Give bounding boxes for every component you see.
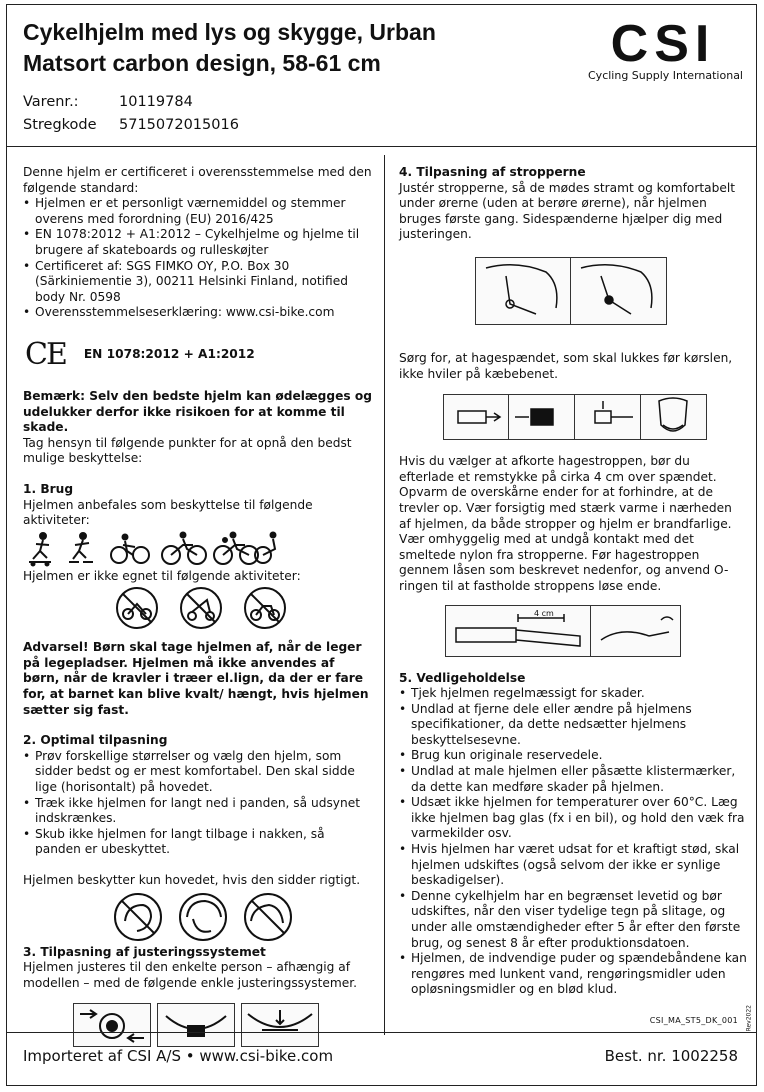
- maintenance-item: • Tjek hjelmen regelmæssigt for skader.: [399, 686, 747, 702]
- product-title: [23, 17, 543, 79]
- no-motorcycle-icon: [245, 588, 285, 628]
- stregkode-label: Stregkode: [23, 117, 97, 133]
- document-header: [7, 5, 756, 147]
- strap-cut-figure: [445, 605, 591, 657]
- section-1-text: Hjelmen anbefales som beskyttelse til følgende aktiviteter:: [23, 497, 313, 528]
- fit-item: • Skub ikke hjelmen for langt tilbage i nakken, så panden er ubeskyttet.: [23, 827, 373, 858]
- ce-standard: EN 1078:2012 + A1:2012: [83, 347, 255, 362]
- maintenance-item: • Udsæt ikke hjelmen for temperaturer over 60°C. Læg ikke hjelmen bag glas (fx i en bil), og hold den væk fra varmekilder osv.: [399, 795, 747, 842]
- importer-text: Importeret af CSI A/S • www.csi-bike.com: [23, 1047, 334, 1065]
- section-5-title: 5. Vedligeholdelse: [399, 670, 526, 685]
- maintenance-item: • Hvis hjelmen har været udsat for et kraftigt stød, skal hjelmen udskiftes (også selvom der ikke er synlige beskadigelser).: [399, 842, 747, 889]
- title-line-1: Cykelhjelm med lys og skygge, Urban: [23, 19, 436, 45]
- strap-side-figure-1: [475, 257, 571, 325]
- child-bike-icon: [111, 534, 149, 563]
- column-divider: [384, 155, 385, 1035]
- revision-label: Rev2022: [745, 1005, 752, 1032]
- strap-heat-figure: [591, 605, 681, 657]
- document-sheet: [6, 4, 757, 1086]
- title-line-2: Matsort carbon design, 58-61 cm: [23, 50, 381, 76]
- document-footer: [7, 1032, 756, 1085]
- certification-item: • EN 1078:2012 + A1:2012 – Cykelhjelme og hjelme til brugere af skateboards og rulleskøjter: [23, 227, 373, 258]
- maintenance-list: [399, 686, 747, 998]
- maintenance-item: • Undlad at fjerne dele eller ændre på hjelmens specifikationer, da dette nedsætter hjelmens beskyttelsesevne.: [399, 702, 747, 749]
- warning-normal: Tag hensyn til følgende punkter for at opnå den bedst mulige beskyttelse:: [23, 435, 352, 466]
- fit-note: Hjelmen beskytter kun hovedet, hvis den sidder rigtigt.: [23, 873, 361, 887]
- stregkode-value: 5715072015016: [119, 117, 239, 133]
- section-3-title: 3. Tilpasning af justeringssystemet: [23, 944, 266, 959]
- fit-item: • Prøv forskellige størrelser og vælg den hjelm, som sidder bedst og er mest komfortabel. Den skal sidde lige (horisontalt) på hovedet.: [23, 749, 373, 796]
- document-code: CSI_MA_ST5_DK_001: [649, 1016, 738, 1025]
- left-column: [23, 165, 373, 1047]
- strap-adjust-figures: [399, 257, 747, 325]
- bicycle-child-seat-icon: [214, 532, 258, 564]
- certification-item: • Certificeret af: SGS FIMKO OY, P.O. Box 30 (Särkiniementie 3), 00211 Helsinki Finland, notified body Nr. 0598: [23, 259, 373, 306]
- section-4-text: Justér stropperne, så de mødes stramt og komfortabelt under ørerne (uden at berøre ørerne), når hjelmen bruges første gang. Sidespænderne hjælper dig med justeringen.: [399, 180, 736, 242]
- section-2-title: 2. Optimal tilpasning: [23, 733, 168, 748]
- maintenance-item: • Undlad at male hjelmen eller påsætte klistermærker, da dette kan medføre skader på hjelmen.: [399, 764, 747, 795]
- fit-item: • Træk ikke hjelmen for langt ned i panden, så udsynet indskrænkes.: [23, 796, 373, 827]
- section-4-text-2: Sørg for, at hagespændet, som skal lukkes før kørslen, ikke hviler på kæbebenet.: [399, 350, 733, 381]
- certification-item: • Overensstemmelseserklæring: www.csi-bike.com: [23, 305, 373, 321]
- maintenance-item: • Hjelmen, de indvendige puder og spændebåndene kan rengøres med lunkent vand, rengøringsmidler uden opløsningsmidler og en blød klud.: [399, 951, 747, 998]
- section-4-title: 4. Tilpasning af stropperne: [399, 165, 586, 179]
- maintenance-item: • Brug kun originale reservedele.: [399, 748, 747, 764]
- section-1-not-suited: Hjelmen er ikke egnet til følgende aktiviteter:: [23, 568, 301, 583]
- chin-strap-figure: [641, 394, 707, 440]
- fit-position-icons: [23, 889, 373, 945]
- csi-logo-mark: [588, 19, 738, 67]
- right-column: [399, 165, 747, 998]
- logo-subtitle: Cycling Supply International: [588, 69, 743, 82]
- csi-logo: [588, 19, 743, 82]
- recommended-activities-icons: [23, 529, 373, 569]
- product-meta: [23, 91, 239, 137]
- buckle-figure-3: [575, 394, 641, 440]
- strap-cut-figures: [399, 605, 747, 657]
- inline-skate-icon: [69, 533, 93, 562]
- certification-list: [23, 196, 373, 321]
- not-suited-icons: [23, 584, 373, 632]
- varenr-label: Varenr.:: [23, 94, 79, 110]
- strap-length-label: 4 cm: [534, 608, 554, 618]
- fit-list: [23, 749, 373, 858]
- section-4-text-3: Hvis du vælger at afkorte hagestroppen, bør du efterlade et remstykke på cirka 4 cm over spændet. Opvarm de overskårne ender for at forhindre, at de trevler op. Vær forsigtig med stærk varme i nærheden af hjelmen, da både stropper og hjelm er brandfarlige. Vær omhyggelig med at undgå kontakt med det smeltede nylon fra stropperne. Før hagestroppen gennem låsen som beskrevet nedenfor, og anvend O-ringen til at fastholde stroppens løse ende.: [399, 454, 732, 593]
- certification-item: • Hjelmen er et personligt værnemiddel og stemmer overens med forordning (EU) 2016/425: [23, 196, 373, 227]
- buckle-figure-1: [443, 394, 509, 440]
- svg-text:CSI: CSI: [610, 19, 716, 67]
- warning-bold: Bemærk: Selv den bedste hjelm kan ødelægges og udelukker derfor ikke risikoen for at komme til skade.: [23, 388, 372, 435]
- no-scooter-icon: [181, 588, 221, 628]
- no-bmx-icon: [117, 588, 157, 628]
- helmet-too-far-down-icon: [245, 894, 291, 940]
- section-3-text: Hjelmen justeres til den enkelte person – afhængig af modellen – med de følgende enkle justeringssystemer.: [23, 960, 357, 990]
- varenr-value: 10119784: [119, 94, 193, 110]
- children-warning: Advarsel! Børn skal tage hjelmen af, når de leger på legepladser. Hjelmen må ikke anvendes af børn, når de kravler i træer el.lign, da der er fare for, at barnet kan blive kvalt/ hængt, hvis hjelmen sætter sig fast.: [23, 640, 369, 717]
- bicycle-icon: [162, 532, 206, 564]
- activity-icons: [23, 531, 283, 567]
- section-1-title: 1. Brug: [23, 481, 74, 496]
- strap-side-figure-2: [571, 257, 667, 325]
- ce-marking-row: [23, 336, 373, 374]
- order-number: Best. nr. 1002258: [604, 1047, 738, 1065]
- helmet-too-far-back-icon: [115, 894, 161, 940]
- helmet-correct-icon: [180, 894, 226, 940]
- buckle-figures: [399, 394, 747, 440]
- certification-intro: Denne hjelm er certificeret i overensstemmelse med den følgende standard:: [23, 165, 372, 195]
- buckle-figure-2: [509, 394, 575, 440]
- ce-mark: CE: [25, 337, 66, 373]
- skateboard-icon: [29, 533, 51, 566]
- maintenance-item: • Denne cykelhjelm har en begrænset levetid og bør udskiftes, når den viser tydelige tegn på slitage, og under alle omstændigheder efter 5 år efter den første brug, og senest 8 år efter produktionsdatoen.: [399, 889, 747, 951]
